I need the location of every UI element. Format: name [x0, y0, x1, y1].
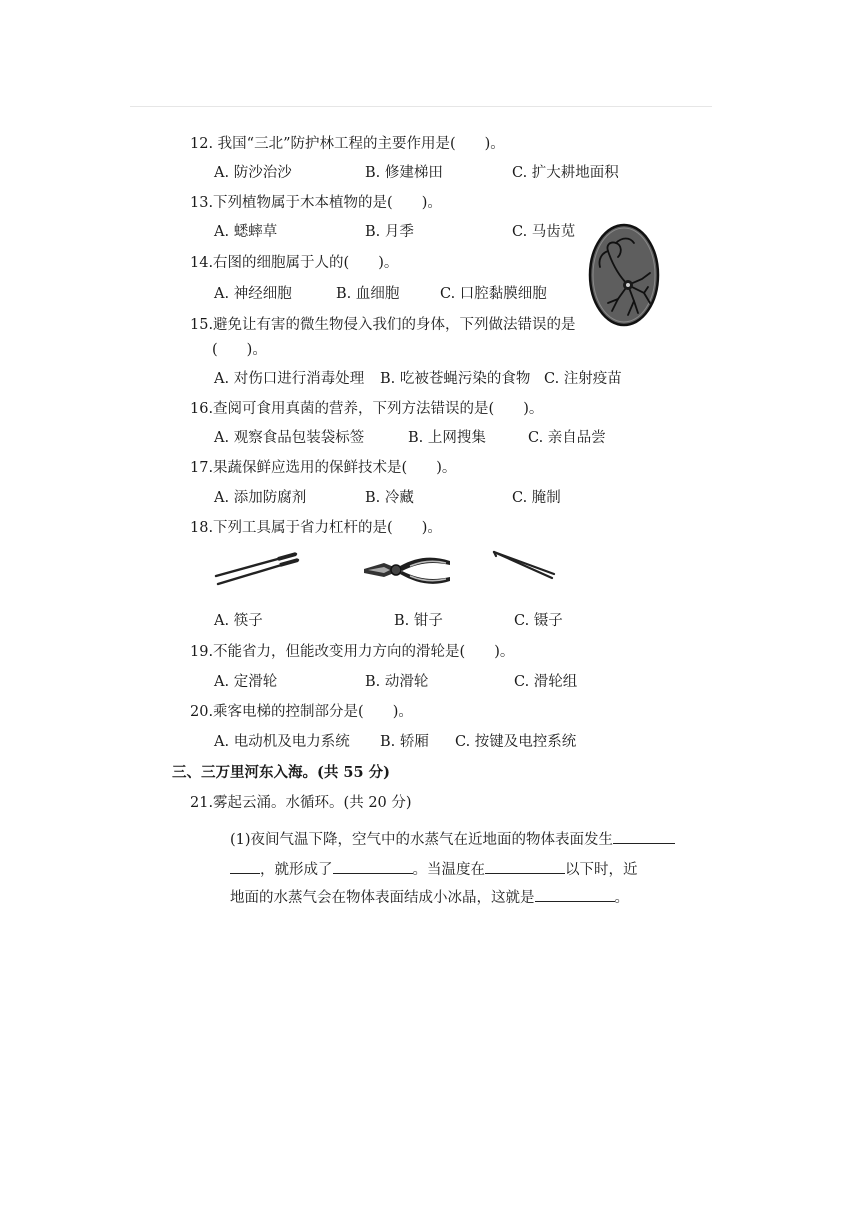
- q16-option-b: B. 上网搜集: [408, 430, 486, 446]
- q16-option-c: C. 亲自品尝: [528, 430, 606, 446]
- q13-option-c: C. 马齿苋: [512, 224, 576, 240]
- q16-stem: 16.查阅可食用真菌的营养，下列方法错误的是( )。: [190, 401, 544, 417]
- q15-option-c: C. 注射疫苗: [544, 371, 622, 387]
- answer-blank-2[interactable]: [333, 858, 413, 874]
- q17-option-c: C. 腌制: [512, 490, 561, 506]
- q13-option-b: B. 月季: [365, 224, 414, 240]
- q19-stem: 19.不能省力，但能改变用力方向的滑轮是( )。: [190, 644, 515, 660]
- section-3-heading: 三、三万里河东入海。(共 55 分): [172, 764, 390, 781]
- q21-part1-line2: [230, 858, 638, 880]
- q21-part1-line1-text: (1)夜间气温下降，空气中的水蒸气在近地面的物体表面发生: [230, 832, 614, 848]
- q14-option-c: C. 口腔黏膜细胞: [440, 286, 547, 302]
- q12-option-a: A. 防沙治沙: [214, 165, 292, 181]
- q18-stem: 18.下列工具属于省力杠杆的是( )。: [190, 520, 442, 536]
- tweezers-image: [490, 548, 558, 584]
- q12-stem: 12. 我国“三北”防护林工程的主要作用是( )。: [190, 136, 505, 152]
- q15-stem-line1: 15.避免让有害的微生物侵入我们的身体，下列做法错误的是: [190, 317, 576, 333]
- q21-title: 21.雾起云涌。水循环。(共 20 分): [190, 795, 412, 811]
- q14-stem: 14.右图的细胞属于人的( )。: [190, 255, 399, 271]
- q13-option-a: A. 蟋蟀草: [214, 224, 278, 240]
- q14-option-b: B. 血细胞: [336, 286, 400, 302]
- q20-option-b: B. 轿厢: [380, 734, 429, 750]
- q21-part1-line3: [230, 886, 629, 908]
- top-rule: [130, 106, 712, 107]
- answer-blank-4[interactable]: [535, 886, 615, 902]
- q18-option-b: B. 钳子: [394, 613, 443, 629]
- q20-stem: 20.乘客电梯的控制部分是( )。: [190, 704, 413, 720]
- pliers-image: [360, 553, 456, 589]
- q18-option-a: A. 筷子: [214, 613, 263, 629]
- q21-part1-line2c: 以下时，近: [565, 862, 638, 878]
- answer-blank-1a[interactable]: [613, 828, 675, 844]
- q17-option-a: A. 添加防腐剂: [214, 490, 307, 506]
- q21-part1-line1: [230, 828, 675, 850]
- answer-blank-1b[interactable]: [230, 858, 260, 874]
- answer-blank-3[interactable]: [485, 858, 565, 874]
- q14-option-a: A. 神经细胞: [214, 286, 292, 302]
- q17-option-b: B. 冷藏: [365, 490, 414, 506]
- q13-stem: 13.下列植物属于木本植物的是( )。: [190, 195, 442, 211]
- q12-option-c: C. 扩大耕地面积: [512, 165, 619, 181]
- q19-option-c: C. 滑轮组: [514, 674, 578, 690]
- q17-stem: 17.果蔬保鲜应选用的保鲜技术是( )。: [190, 460, 457, 476]
- q15-stem-line2: ( )。: [212, 342, 267, 358]
- q21-part1-line3b: 。: [614, 890, 629, 906]
- q21-part1-line2a: ，就形成了: [260, 862, 333, 878]
- q19-option-b: B. 动滑轮: [365, 674, 429, 690]
- q20-option-c: C. 按键及电控系统: [455, 734, 577, 750]
- q20-option-a: A. 电动机及电力系统: [214, 734, 350, 750]
- q16-option-a: A. 观察食品包装袋标签: [214, 430, 365, 446]
- q12-option-b: B. 修建梯田: [365, 165, 443, 181]
- q19-option-a: A. 定滑轮: [214, 674, 278, 690]
- q15-option-b: B. 吃被苍蝇污染的食物: [380, 371, 531, 387]
- chopsticks-image: [212, 548, 300, 588]
- q18-option-c: C. 镊子: [514, 613, 563, 629]
- neuron-cell-image: [588, 223, 660, 327]
- q15-option-a: A. 对伤口进行消毒处理: [214, 371, 365, 387]
- q21-part1-line3a: 地面的水蒸气会在物体表面结成小冰晶，这就是: [230, 890, 535, 906]
- q21-part1-line2b: 。当温度在: [412, 862, 485, 878]
